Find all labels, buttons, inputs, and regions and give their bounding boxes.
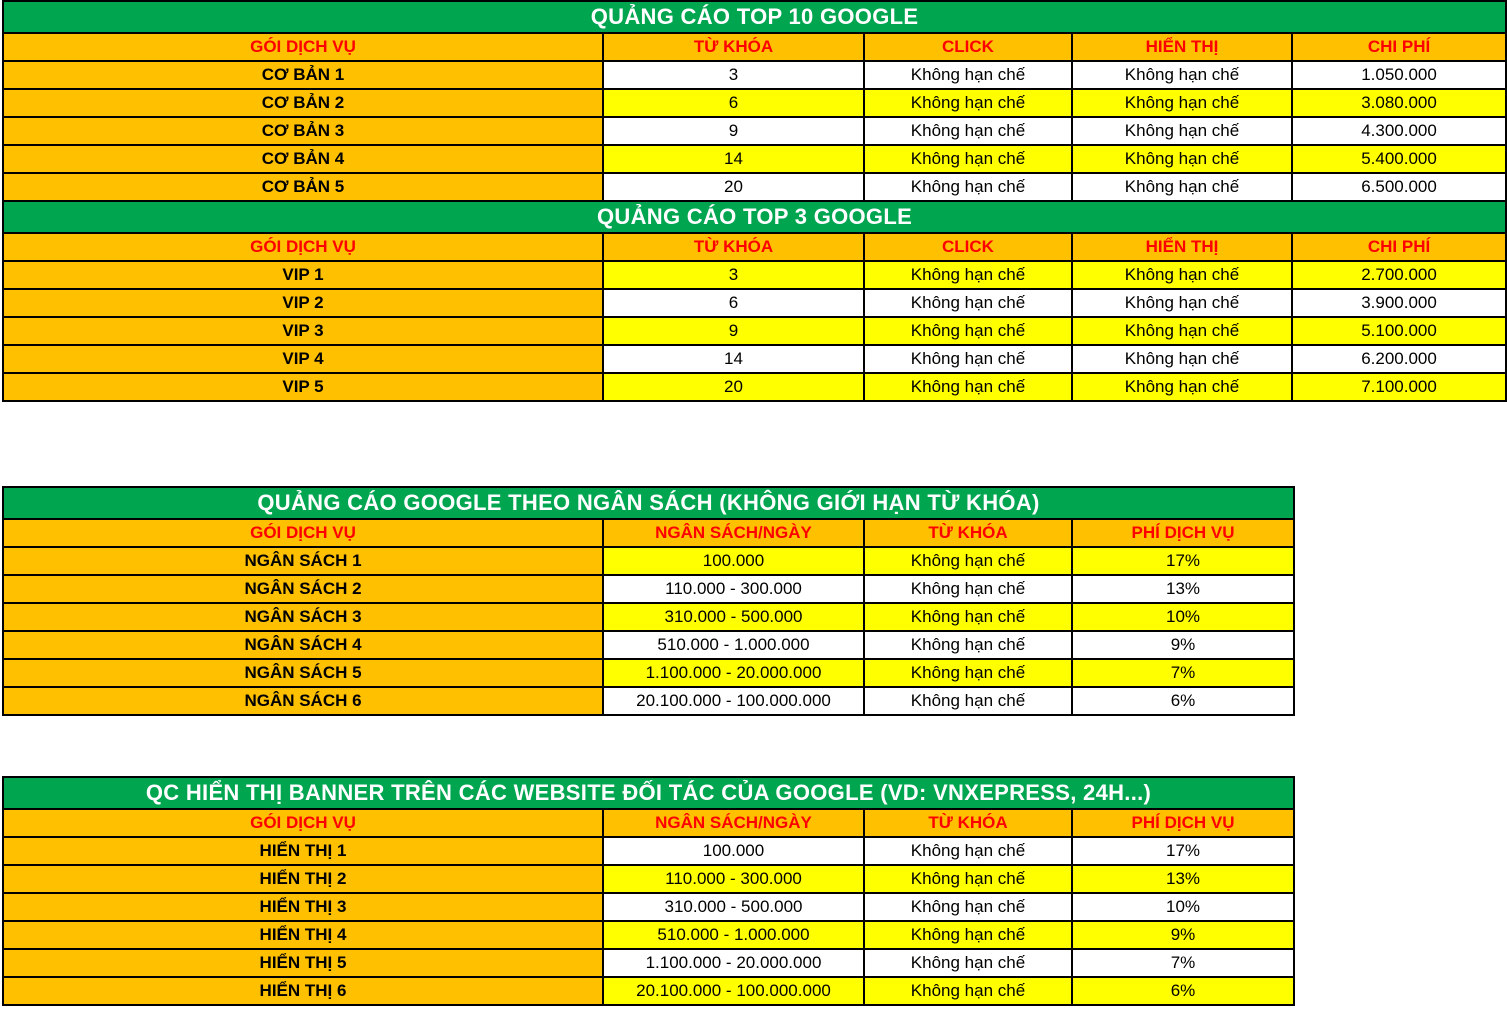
table-row — [3, 687, 1294, 715]
budget-price-table — [2, 486, 1295, 716]
cost-cell: 2.700.000 — [1292, 261, 1506, 289]
header-display: HIỂN THỊ — [1072, 233, 1292, 261]
header-keywords: TỪ KHÓA — [864, 519, 1072, 547]
package-name: HIỂN THỊ 3 — [3, 893, 603, 921]
display-cell: Không hạn chế — [1072, 289, 1292, 317]
cost-cell: 4.300.000 — [1292, 117, 1506, 145]
cost-cell: 1.050.000 — [1292, 61, 1506, 89]
header-package: GÓI DỊCH VỤ — [3, 809, 603, 837]
header-service-fee: PHÍ DỊCH VỤ — [1072, 519, 1294, 547]
table-row — [3, 659, 1294, 687]
display-cell: Không hạn chế — [1072, 317, 1292, 345]
keywords-cell: Không hạn chế — [864, 893, 1072, 921]
section-title-budget: QUẢNG CÁO GOOGLE THEO NGÂN SÁCH (KHÔNG GIỚI HẠN TỪ KHÓA) — [3, 487, 1294, 519]
display-cell: Không hạn chế — [1072, 261, 1292, 289]
click-cell: Không hạn chế — [864, 173, 1072, 201]
package-name: NGÂN SÁCH 4 — [3, 631, 603, 659]
top-google-price-table — [2, 0, 1507, 402]
fee-cell: 17% — [1072, 837, 1294, 865]
keywords-cell: Không hạn chế — [864, 865, 1072, 893]
keywords-cell: Không hạn chế — [864, 575, 1072, 603]
budget-cell: 310.000 - 500.000 — [603, 893, 864, 921]
keywords-cell: 20 — [603, 173, 864, 201]
package-name: HIỂN THỊ 6 — [3, 977, 603, 1005]
package-name: NGÂN SÁCH 6 — [3, 687, 603, 715]
budget-cell: 110.000 - 300.000 — [603, 865, 864, 893]
display-cell: Không hạn chế — [1072, 345, 1292, 373]
package-name: NGÂN SÁCH 3 — [3, 603, 603, 631]
keywords-cell: 9 — [603, 317, 864, 345]
click-cell: Không hạn chế — [864, 317, 1072, 345]
package-name: HIỂN THỊ 5 — [3, 949, 603, 977]
cost-cell: 6.200.000 — [1292, 345, 1506, 373]
display-cell: Không hạn chế — [1072, 373, 1292, 401]
keywords-cell: 9 — [603, 117, 864, 145]
click-cell: Không hạn chế — [864, 117, 1072, 145]
budget-cell: 510.000 - 1.000.000 — [603, 921, 864, 949]
package-name: VIP 3 — [3, 317, 603, 345]
table-row — [3, 261, 1506, 289]
table-row — [3, 547, 1294, 575]
budget-cell: 20.100.000 - 100.000.000 — [603, 687, 864, 715]
header-row — [3, 33, 1506, 61]
fee-cell: 17% — [1072, 547, 1294, 575]
budget-cell: 510.000 - 1.000.000 — [603, 631, 864, 659]
fee-cell: 10% — [1072, 893, 1294, 921]
click-cell: Không hạn chế — [864, 261, 1072, 289]
table-row — [3, 173, 1506, 201]
keywords-cell: Không hạn chế — [864, 631, 1072, 659]
display-cell: Không hạn chế — [1072, 117, 1292, 145]
fee-cell: 9% — [1072, 631, 1294, 659]
header-row — [3, 233, 1506, 261]
fee-cell: 10% — [1072, 603, 1294, 631]
keywords-cell: Không hạn chế — [864, 837, 1072, 865]
table-row — [3, 317, 1506, 345]
fee-cell: 6% — [1072, 977, 1294, 1005]
click-cell: Không hạn chế — [864, 89, 1072, 117]
header-display: HIỂN THỊ — [1072, 33, 1292, 61]
cost-cell: 3.900.000 — [1292, 289, 1506, 317]
click-cell: Không hạn chế — [864, 289, 1072, 317]
table-row — [3, 289, 1506, 317]
header-click: CLICK — [864, 33, 1072, 61]
package-name: HIỂN THỊ 2 — [3, 865, 603, 893]
table-row — [3, 949, 1294, 977]
section-title-top3: QUẢNG CÁO TOP 3 GOOGLE — [3, 201, 1506, 233]
section-title-display: QC HIỂN THỊ BANNER TRÊN CÁC WEBSITE ĐỐI TÁC CỦA GOOGLE (VD: VNXEPRESS, 24H...) — [3, 777, 1294, 809]
header-package: GÓI DỊCH VỤ — [3, 33, 603, 61]
table-row — [3, 977, 1294, 1005]
display-banner-price-table — [2, 776, 1295, 1006]
fee-cell: 13% — [1072, 865, 1294, 893]
package-name: NGÂN SÁCH 1 — [3, 547, 603, 575]
table-row — [3, 145, 1506, 173]
package-name: HIỂN THỊ 1 — [3, 837, 603, 865]
package-name: VIP 5 — [3, 373, 603, 401]
header-row — [3, 809, 1294, 837]
keywords-cell: Không hạn chế — [864, 921, 1072, 949]
header-daily-budget: NGÂN SÁCH/NGÀY — [603, 519, 864, 547]
table-row — [3, 373, 1506, 401]
keywords-cell: Không hạn chế — [864, 659, 1072, 687]
package-name: CƠ BẢN 1 — [3, 61, 603, 89]
package-name: VIP 4 — [3, 345, 603, 373]
header-keywords: TỪ KHÓA — [603, 233, 864, 261]
table-row — [3, 61, 1506, 89]
table-row — [3, 345, 1506, 373]
header-row — [3, 519, 1294, 547]
cost-cell: 7.100.000 — [1292, 373, 1506, 401]
header-keywords: TỪ KHÓA — [864, 809, 1072, 837]
cost-cell: 5.400.000 — [1292, 145, 1506, 173]
budget-cell: 1.100.000 - 20.000.000 — [603, 949, 864, 977]
budget-cell: 110.000 - 300.000 — [603, 575, 864, 603]
display-cell: Không hạn chế — [1072, 145, 1292, 173]
section-title-top10: QUẢNG CÁO TOP 10 GOOGLE — [3, 1, 1506, 33]
package-name: VIP 1 — [3, 261, 603, 289]
keywords-cell: 20 — [603, 373, 864, 401]
table-row — [3, 893, 1294, 921]
keywords-cell: Không hạn chế — [864, 977, 1072, 1005]
package-name: VIP 2 — [3, 289, 603, 317]
keywords-cell: 14 — [603, 345, 864, 373]
header-daily-budget: NGÂN SÁCH/NGÀY — [603, 809, 864, 837]
keywords-cell: Không hạn chế — [864, 547, 1072, 575]
header-cost: CHI PHÍ — [1292, 33, 1506, 61]
keywords-cell: 3 — [603, 61, 864, 89]
table-row — [3, 921, 1294, 949]
click-cell: Không hạn chế — [864, 373, 1072, 401]
package-name: HIỂN THỊ 4 — [3, 921, 603, 949]
table-row — [3, 575, 1294, 603]
table-row — [3, 603, 1294, 631]
header-package: GÓI DỊCH VỤ — [3, 233, 603, 261]
header-package: GÓI DỊCH VỤ — [3, 519, 603, 547]
keywords-cell: Không hạn chế — [864, 603, 1072, 631]
keywords-cell: 6 — [603, 89, 864, 117]
package-name: NGÂN SÁCH 2 — [3, 575, 603, 603]
package-name: CƠ BẢN 2 — [3, 89, 603, 117]
click-cell: Không hạn chế — [864, 145, 1072, 173]
header-keywords: TỪ KHÓA — [603, 33, 864, 61]
cost-cell: 6.500.000 — [1292, 173, 1506, 201]
package-name: CƠ BẢN 5 — [3, 173, 603, 201]
fee-cell: 9% — [1072, 921, 1294, 949]
budget-cell: 100.000 — [603, 837, 864, 865]
display-cell: Không hạn chế — [1072, 89, 1292, 117]
fee-cell: 6% — [1072, 687, 1294, 715]
table-row — [3, 837, 1294, 865]
keywords-cell: 6 — [603, 289, 864, 317]
keywords-cell: 14 — [603, 145, 864, 173]
table-row — [3, 631, 1294, 659]
budget-cell: 310.000 - 500.000 — [603, 603, 864, 631]
budget-cell: 20.100.000 - 100.000.000 — [603, 977, 864, 1005]
fee-cell: 7% — [1072, 659, 1294, 687]
header-cost: CHI PHÍ — [1292, 233, 1506, 261]
header-service-fee: PHÍ DỊCH VỤ — [1072, 809, 1294, 837]
keywords-cell: Không hạn chế — [864, 949, 1072, 977]
table-row — [3, 89, 1506, 117]
fee-cell: 13% — [1072, 575, 1294, 603]
display-cell: Không hạn chế — [1072, 61, 1292, 89]
table-row — [3, 117, 1506, 145]
budget-cell: 100.000 — [603, 547, 864, 575]
package-name: NGÂN SÁCH 5 — [3, 659, 603, 687]
cost-cell: 3.080.000 — [1292, 89, 1506, 117]
display-cell: Không hạn chế — [1072, 173, 1292, 201]
keywords-cell: Không hạn chế — [864, 687, 1072, 715]
package-name: CƠ BẢN 3 — [3, 117, 603, 145]
click-cell: Không hạn chế — [864, 345, 1072, 373]
fee-cell: 7% — [1072, 949, 1294, 977]
package-name: CƠ BẢN 4 — [3, 145, 603, 173]
table-row — [3, 865, 1294, 893]
cost-cell: 5.100.000 — [1292, 317, 1506, 345]
budget-cell: 1.100.000 - 20.000.000 — [603, 659, 864, 687]
click-cell: Không hạn chế — [864, 61, 1072, 89]
keywords-cell: 3 — [603, 261, 864, 289]
header-click: CLICK — [864, 233, 1072, 261]
